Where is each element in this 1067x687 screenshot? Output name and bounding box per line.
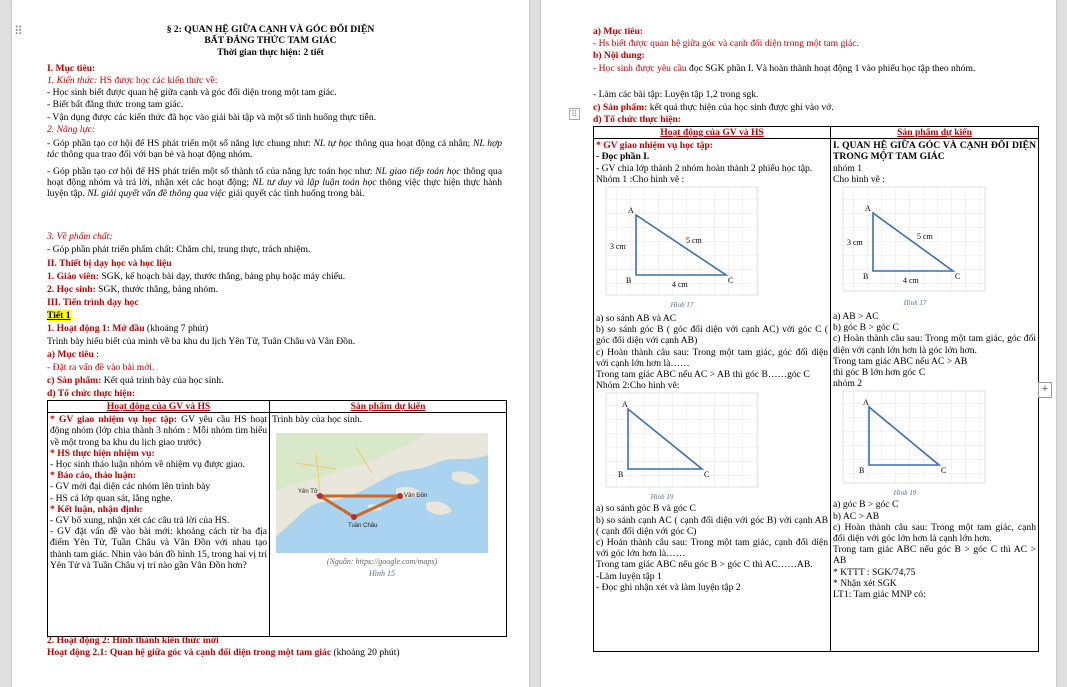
product-line: c) Sản phẩm: Kết quả trình bày của học sinh. xyxy=(47,375,224,386)
svg-text:3 cm: 3 cm xyxy=(847,238,863,248)
product-line: c) Sản phẩm: kết quả thực hiện của học sinh được ghi vào vở. xyxy=(593,102,834,113)
task-text: b) so sánh góc B ( góc đối diện với cạnh AC) với góc C ( góc đối diện với cạnh AB) xyxy=(596,324,828,347)
task-text: - GV chia lớp thành 2 nhóm hoàn thành 2 phiếu học tập. xyxy=(596,162,813,174)
product-text: b) góc B > góc C xyxy=(833,322,899,334)
product-cell xyxy=(270,413,507,637)
svg-text:4 cm: 4 cm xyxy=(903,276,919,286)
svg-text:C: C xyxy=(955,272,961,282)
svg-text:A: A xyxy=(628,206,634,216)
table-header: Sản phẩm dự kiến xyxy=(831,127,1039,139)
competence-label: 2. Năng lực: xyxy=(47,124,96,135)
product-text: nhóm 1 xyxy=(833,162,863,174)
map-figure xyxy=(276,433,504,578)
figure-19 xyxy=(602,391,762,503)
product-text: c) Hoàn thành câu sau: Trong một tam giác, góc đối diện với cạnh lớn hơn là góc lớn hơn. xyxy=(833,333,1036,356)
svg-text:Hình 19: Hình 19 xyxy=(650,493,674,502)
quality-label: 3. Về phẩm chất: xyxy=(47,231,113,242)
activity-1-desc: Trình bày hiểu biết của mình về ba khu du lịch Yên Tử, Tuân Châu và Vân Đồn. xyxy=(47,336,356,347)
map-label-van-don: Vân Đồn xyxy=(404,493,428,500)
list-item: - Góp phần phát triển phẩm chất: Chăm chỉ, trung thực, trách nhiệm. xyxy=(47,244,311,255)
objective-text: - Hs biết được quan hệ giữa góc và cạnh đối diện trong một tam giác. xyxy=(593,38,859,49)
svg-text:5 cm: 5 cm xyxy=(686,236,702,246)
task-text: Trong tam giác ABC nếu AC > AB thì góc B……góc C xyxy=(596,369,810,381)
task-text: Nhóm 1 :Cho hình vẽ : xyxy=(596,173,685,185)
drag-handle-icon[interactable]: ⠿ xyxy=(14,24,23,38)
product-text: b) AC > AB xyxy=(833,510,880,522)
product-cell xyxy=(831,139,1039,652)
task-text: a) so sánh góc B và góc C xyxy=(596,503,696,515)
competence-para-1: - Góp phần tạo cơ hội để HS phát triển một số năng lực chung như: NL tự học thông qua hoạt động cá nhân; NL hợp tác thông qua trao đổi với bạn bè và hoạt động nhóm. xyxy=(47,138,502,161)
task-heading: * HS thực hiện nhiệm vụ: xyxy=(50,447,155,459)
map-label-tuan-chau: Tuần Châu xyxy=(348,523,378,530)
task-text: - GV đặt vấn đề vào bài mới: khoảng cách từ ba địa điểm Yên Tử, Tuần Châu và Vân Đồn với nhau tạo thành tam giác. Nhìn vào bản đồ hình 15, trong hai vị trí Yên Tử và Tuần Châu vị trí nào gần Vân Đồn hơn? xyxy=(50,526,267,571)
task-text: - GV mời đại diện các nhóm lên trình bày xyxy=(50,481,211,493)
task-assign: * GV giao nhiệm vụ học tập: GV yêu cầu HS hoạt động nhóm (lớp chia thành 3 nhóm : Mỗi nhóm tìm hiểu về một trong ba khu du lịch giao trước) xyxy=(50,414,268,448)
task-text: - GV bổ xung, nhận xét các câu trả lời của HS. xyxy=(50,515,230,527)
task-text: -Làm luyện tập 1 xyxy=(596,570,662,582)
lesson-time: Thời gian thực hiện: 2 tiết xyxy=(217,47,324,58)
svg-text:B: B xyxy=(863,272,869,282)
list-item: - Vận dụng được các kiến thức đã học vào giải bài tập và một số tình huống thực tiễn. xyxy=(47,112,377,123)
competence-para-2: - Góp phần tạo cơ hội để HS phát triển một số thành tố của năng lực toán học như: NL giao tiếp toán học thông qua hoạt động nhóm và trả lời, nhận xét các hoạt động; NL tư duy và lập luận toán học thông việc thực hiện thực hành luyện tập. NL giải quyết vấn đề thông qua việc giải quyết các tình huống trong bài. xyxy=(47,166,502,200)
add-row-plus-icon[interactable]: + xyxy=(1038,382,1052,398)
page-subtitle: BẤT ĐẲNG THỨC TAM GIÁC xyxy=(204,35,337,46)
content-label: b) Nội dung: xyxy=(593,50,645,61)
table-header: Sản phẩm dự kiến xyxy=(270,401,507,413)
task-text: c) Hoàn thành câu sau: Trong một tam giác, góc đối diện với cạnh lớn hơn là…… xyxy=(596,346,828,369)
right-page xyxy=(541,0,1056,687)
task-text: - Đọc ghi nhận xét và làm luyện tập 2 xyxy=(596,581,741,593)
svg-text:Hình 19: Hình 19 xyxy=(893,489,917,498)
heading-objectives: I. Mục tiêu: xyxy=(47,63,96,74)
student-line: 2. Học sinh: SGK, thước thẳng, bảng nhóm. xyxy=(47,284,218,295)
period-label: Tiết 1 xyxy=(47,310,71,321)
svg-text:B: B xyxy=(626,276,632,286)
heading-equipment: II. Thiết bị dạy học và học liệu xyxy=(47,258,172,269)
figure-17-copy xyxy=(839,185,989,311)
map-caption: Hình 15 xyxy=(369,568,395,578)
task-heading: * Báo cáo, thảo luận: xyxy=(50,470,137,482)
table-header: Hoạt động của GV và HS xyxy=(48,401,270,413)
activity-2-table xyxy=(593,126,1039,652)
teacher-line: 1. Giáo viên: SGK, kế hoạch bài dạy, thước thẳng, bảng phụ hoặc máy chiếu. xyxy=(47,271,346,282)
knowledge-label: 1. Kiến thức: xyxy=(47,75,98,86)
organize-label: d) Tổ chức thực hiện: xyxy=(593,114,682,125)
task-text: - Đọc phần I. xyxy=(596,151,650,163)
teacher-student-cell xyxy=(594,139,831,652)
product-text: * Nhận xét SGK xyxy=(833,577,897,589)
table-move-icon[interactable]: ⠿ xyxy=(571,109,578,119)
task-text: Nhóm 2:Cho hình vẽ: xyxy=(596,380,680,392)
product-text: a) góc B > góc C xyxy=(833,499,899,511)
figure-19-copy xyxy=(839,389,989,499)
svg-text:4 cm: 4 cm xyxy=(672,280,688,290)
product-text: Cho hình vẽ : xyxy=(833,173,885,185)
svg-text:A: A xyxy=(865,204,871,214)
task-text: - HS cả lớp quan sát, lắng nghe. xyxy=(50,492,173,504)
product-text: nhóm 2 xyxy=(833,378,863,390)
task-text: Trong tam giác ABC nếu góc B > góc C thì AC……AB. xyxy=(596,559,813,571)
product-text: Trong tam giác ABC nếu góc B > góc C thì AC > AB xyxy=(833,544,1036,567)
content-text: - Học sinh được yêu cầu đọc SGK phần I. Và hoàn thành hoạt động 1 vào phiếu học tập theo nhóm. xyxy=(593,63,976,74)
activity-2-1-heading: Hoạt động 2.1: Quan hệ giữa góc và cạnh đối diện trong một tam giác (khoảng 20 phút) xyxy=(47,647,400,658)
knowledge-tail: HS được học các kiến thức về: xyxy=(97,75,218,86)
product-text: LT1: Tam giác MNP có: xyxy=(833,589,926,601)
objective-label: a) Mục tiêu: xyxy=(593,26,644,37)
list-item: - Học sinh biết được quan hệ giữa cạnh và góc đối diện trong một tam giác. xyxy=(47,87,337,98)
task-text: - Học sinh thảo luận nhóm về nhiệm vụ được giao. xyxy=(50,459,245,471)
svg-text:C: C xyxy=(728,276,734,286)
list-item: - Biết bất đẳng thức trong tam giác. xyxy=(47,99,184,110)
task-text: c) Hoàn thành câu sau: Trong một tam giác, cạnh đối diện với góc lớn hơn là…… xyxy=(596,537,828,560)
svg-text:3 cm: 3 cm xyxy=(610,242,626,252)
svg-text:Hình 17: Hình 17 xyxy=(903,299,927,308)
task-heading: * Kết luận, nhận định: xyxy=(50,503,143,515)
page-title: § 2: QUAN HỆ GIỮA CẠNH VÀ GÓC ĐỐI DIỆN xyxy=(166,24,375,35)
objective-label: a) Mục tiêu : xyxy=(47,349,99,360)
product-text: a) AB > AC xyxy=(833,311,879,323)
svg-text:Hình 17: Hình 17 xyxy=(670,301,694,310)
task-text: a) so sánh AB và AC xyxy=(596,313,677,325)
objective-text: - Đặt ra vấn đề vào bài mới. xyxy=(47,362,155,373)
map-source: (Nguồn: https://google.com/maps) xyxy=(326,557,438,567)
knowledge-line xyxy=(47,75,217,86)
svg-text:C: C xyxy=(941,466,947,476)
table-header: Hoạt động của GV và HS xyxy=(594,127,831,139)
svg-text:B: B xyxy=(618,470,624,480)
svg-text:A: A xyxy=(622,400,628,410)
product-text: * KTTT : SGK/74,75 xyxy=(833,566,916,578)
product-heading: I. QUAN HỆ GIỮA GÓC VÀ CẠNH ĐỐI DIỆN TRONG MỘT TAM GIÁC xyxy=(833,140,1036,163)
activity-1-table xyxy=(47,400,507,637)
task-text: b) so sánh cạnh AC ( cạnh đối diện với góc B) với cạnh AB ( cạnh đối diện với góc C) xyxy=(596,514,828,537)
teacher-student-cell xyxy=(48,413,270,637)
left-page xyxy=(12,0,529,687)
activity-2-heading: 2. Hoạt động 2: Hình thành kiến thức mới xyxy=(47,635,219,646)
svg-text:C: C xyxy=(704,470,710,480)
map-image xyxy=(276,433,488,553)
svg-text:A: A xyxy=(863,398,869,408)
product-text: c) Hoàn thành câu sau: Trong một tam giác, cạnh đối diện với góc lớn hơn là cạnh lớn hơn. xyxy=(833,521,1036,545)
content-exercise: - Làm các bài tập: Luyện tập 1,2 trong sgk. xyxy=(593,89,759,100)
map-label-yen-tu: Yên Tử xyxy=(298,489,318,496)
product-text: Trong tam giác ABC nếu AC > AB xyxy=(833,355,968,367)
product-text: Trình bày của học sinh. xyxy=(272,414,362,426)
heading-process: III. Tiến trình dạy học xyxy=(47,297,139,308)
task-heading: * GV giao nhiệm vụ học tập: xyxy=(596,140,714,152)
svg-text:5 cm: 5 cm xyxy=(917,232,933,242)
activity-1-heading: 1. Hoạt động 1: Mở đầu (khoảng 7 phút) xyxy=(47,323,209,334)
product-text: thì góc B lớn hơn góc C xyxy=(833,367,926,379)
svg-text:B: B xyxy=(859,466,865,476)
organize-label: d) Tổ chức thực hiện: xyxy=(47,388,136,399)
figure-17 xyxy=(602,185,762,313)
